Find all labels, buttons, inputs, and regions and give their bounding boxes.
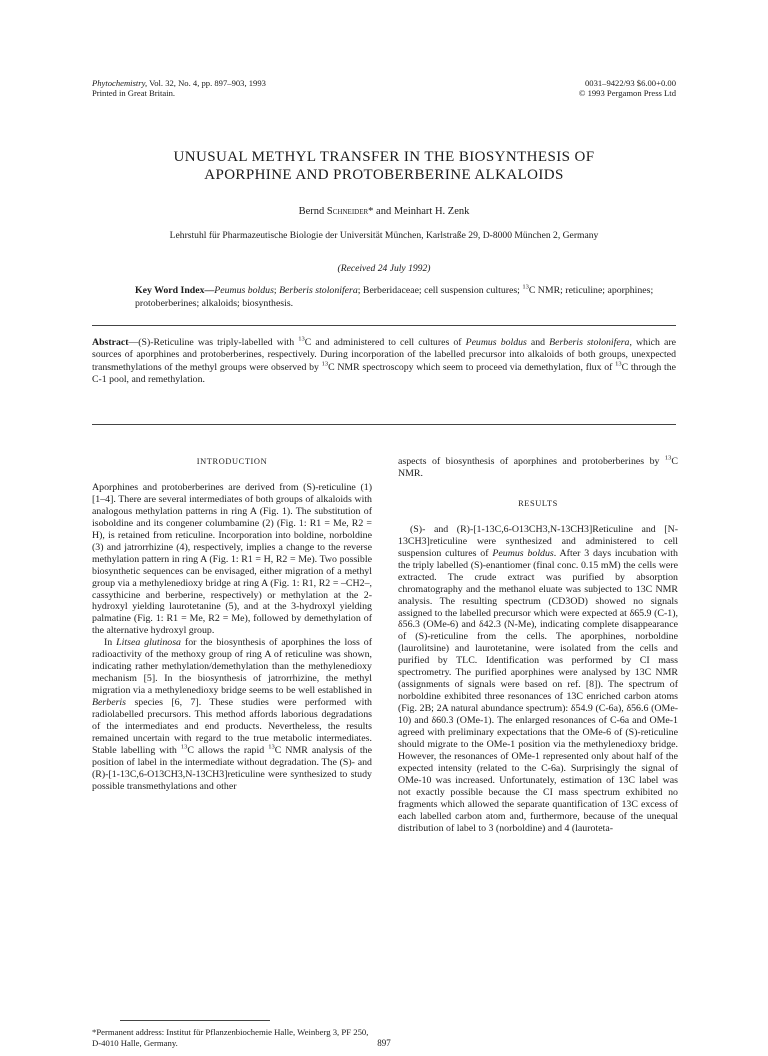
keyword-label: Key Word Index— (135, 285, 215, 296)
abstract-species-2: Berberis stolonifera (549, 337, 630, 348)
affiliation: Lehrstuhl für Pharmazeutische Biologie der Universität München, Karlstraße 29, D-8000 München 2, Germany (169, 230, 599, 241)
introduction-heading: INTRODUCTION (196, 457, 268, 466)
abstract-species-1: Peumus boldus (465, 337, 527, 348)
abstract-text-1: —(S)-Reticuline was triply-labelled with (128, 337, 299, 348)
keyword-rest-1: ; Berberidaceae; cell suspension cultures; (357, 285, 520, 296)
author-list (92, 206, 676, 217)
author-1-last: Schneider (326, 206, 369, 217)
intro-p2-sup-2: 13 (268, 743, 275, 751)
abstract-text-2: C and administered to cell cultures of (304, 337, 466, 348)
author-1-footnote-mark: * (368, 206, 374, 217)
page-number: 897 (377, 1038, 391, 1048)
journal-name: Phytochemistry, (92, 78, 148, 88)
article-title (92, 148, 676, 184)
issn-price: 0031–9422/93 $6.00+0.00 (584, 78, 676, 88)
abstract (92, 337, 676, 387)
intro-p2-text-e: C NMR analysis of the position of label in the intermediate without degradation. The (S)- and (R)-[1-13C,6-O13CH3,N-13CH3]reticuline were synthesized to study possible transmethylations and other (92, 744, 372, 792)
abstract-sup-1: 13 (298, 335, 305, 343)
keyword-index (135, 285, 655, 310)
title-line-1: UNUSUAL METHYL TRANSFER IN THE BIOSYNTHESIS OF (173, 149, 595, 165)
intro-p2-text-a: In (104, 637, 117, 649)
intro-paragraph-1: Aporphines and protoberberines are derived from (S)-reticuline (1) [1–4]. There are several intermediates of both groups of alkaloids with analogous methylation patterns in ring A (Fig. 1). The substitution of isoboldine and its congener columbamine (2) (Fig. 1: R1 = Me, R2 = H), is retained from reticuline. Incorporation into boldine, norboldine (3) and jatrorrhizine (4), respectively, implies a change to the reverse methylation pattern in ring A (Fig. 1: R1 = H, R2 = Me). Two possible biosynthetic sequences can be envisaged, either migration of a methyl group via a methylenedioxy bridge at ring A (Fig. 1: R1, R2 = –CH2–, cassythicine and berberine, respectively) or methylation at the 2-hydroxyl yielding laurotetanine (5), and at the 3-hydroxyl yielding palmatine (Fig. 1: R1 = Me, R2 = Me), followed by demethylation of the alternative hydroxyl group. (92, 481, 372, 637)
received-date: (Received 24 July 1992) (337, 263, 431, 274)
results-heading: RESULTS (518, 498, 558, 508)
intro-p2-species: Litsea glutinosa (116, 637, 181, 649)
running-header-left (92, 78, 266, 98)
intro-p2-text-b: for the biosynthesis of aporphines the loss of radioactivity of the methoxy group of ring A of reticuline was shown, indicating rather methylation/demethylation than the methylenedioxy mechanism [5]. In the biosynthesis of jatrorrhizine, the methyl migration via a methylenedioxy bridge seems to be well established in (92, 637, 372, 697)
abstract-text-5: C NMR spectroscopy which seem to proceed via demethylation, flux of (328, 361, 616, 373)
keyword-sep: ; (273, 285, 280, 296)
author-2-last: H. Zenk (434, 206, 470, 217)
abstract-sup-3: 13 (615, 360, 622, 368)
intro-cont-text-1: aspects of biosynthesis of aporphines and protoberberines by (398, 456, 665, 467)
results-text-b: . After 3 days incubation with the triply labelled (S)-enantiomer (final conc. 0.15 mM) the cells were extracted. The crude extract was purified by absorption chromatography and the methanol eluate was subjected to 13C NMR analysis. The resulting spectrum (CD3OD) showed no signals assigned to the labelled precursor which were expected at δ65.9 (C-1), δ56.3 (OMe-6) and δ42.3 (N-Me), indicating complete disappearance of (S)-reticuline from the cells. The aporphines, norboldine (laurolitsine) and laurotetanine, were isolated from the cells and purified by TLC. Identification was performed by CI mass spectrometry. The purified aporphines were analysed by 13C NMR (assignments of signals were based on ref. [8]). The spectrum of norboldine exhibited three resonances of 13C enriched carbon atoms (Fig. 2B; 2A natural abundance spectrum): δ54.9 (C-6a), δ56.6 (OMe-10) and δ60.3 (OMe-1). The enlarged resonances of C-6a and OMe-1 agreed with preliminary expectations that the OMe-6 of (S)-reticuline should migrate to the OMe-1 position via the methylenedioxy bridge. However, the resonances of OMe-1 represented only about half of the expected intensity (related to the C-6a). Surprisingly the signal of OMe-10 was increased. Unfortunately, estimation of 13C label was not exactly possible because the CI mass spectrum exhibited no fragments which allowed the separate quantification of 13C excess of each labelled carbon atom and, furthermore, because of the unequal distribution of label to 3 (norboldine) and 4 (lauroteta- (398, 547, 678, 834)
journal-citation: Vol. 32, No. 4, pp. 897–903, 1993 (147, 78, 266, 88)
footnote: *Permanent address: Institut für Pflanzenbiochemie Halle, Weinberg 3, PF 250, D-4010 Halle, Germany. (92, 1027, 369, 1048)
divider-top (92, 325, 676, 326)
divider-bottom (92, 424, 676, 425)
author-1-first: Bernd (298, 206, 325, 217)
right-column (398, 456, 678, 835)
abstract-label: Abstract (92, 337, 129, 348)
results-text-a: (S)- and (R)-[1-13C,6-O13CH3,N-13CH3]Reticuline and [N-13CH3]reticuline were synthesized and administered to cell suspension cultures of (398, 523, 678, 559)
abstract-sup-2: 13 (321, 360, 329, 368)
intro-continuation (398, 456, 678, 480)
keyword-rest-2: C NMR; reticuline; aporphines; protoberberines; alkaloids; biosynthesis. (135, 285, 654, 309)
intro-p2-text-d: C allows the rapid (187, 744, 269, 756)
keyword-species-2: Berberis stolonifera (279, 285, 358, 296)
running-header-right (579, 78, 676, 98)
abstract-text-6: C through the C-1 pool, and remethylation. (92, 361, 676, 386)
keyword-species-1: Peumus boldus (214, 285, 274, 296)
intro-p2-sup-1: 13 (180, 743, 188, 751)
copyright-line: © 1993 Pergamon Press Ltd (578, 88, 676, 98)
left-column (92, 456, 372, 793)
intro-cont-sup: 13 (664, 454, 672, 462)
intro-paragraph-2 (92, 637, 372, 792)
intro-p2-text-c: species [6, 7]. These studies were performed with radiolabelled precursors. This method affords laborious degradations of the intermediates and end products. Nevertheless, the results remained uncertain with regard to the true metabolic intermediates. Stable labelling with (92, 697, 372, 756)
keyword-nmr-sup: 13 (522, 283, 529, 291)
author-and: and (373, 206, 394, 217)
intro-p2-species-2: Berberis (92, 697, 127, 709)
results-paragraph-1 (398, 524, 678, 835)
author-2-first: Meinhart (393, 206, 433, 217)
abstract-text-4: , which are sources of aporphines and protoberberines, respectively. During incorporation of the labelled precursor into alkaloids of both groups, unexpected transmethylations of the methyl groups were observed by (92, 337, 676, 373)
results-species: Peumus boldus (492, 547, 554, 559)
printed-in: Printed in Great Britain. (92, 88, 176, 98)
title-line-2: APORPHINE AND PROTOBERBERINE ALKALOIDS (204, 167, 564, 183)
abstract-text-3: and (526, 337, 550, 348)
footnote-divider (120, 1020, 270, 1021)
intro-cont-text-2: C NMR. (398, 456, 678, 479)
